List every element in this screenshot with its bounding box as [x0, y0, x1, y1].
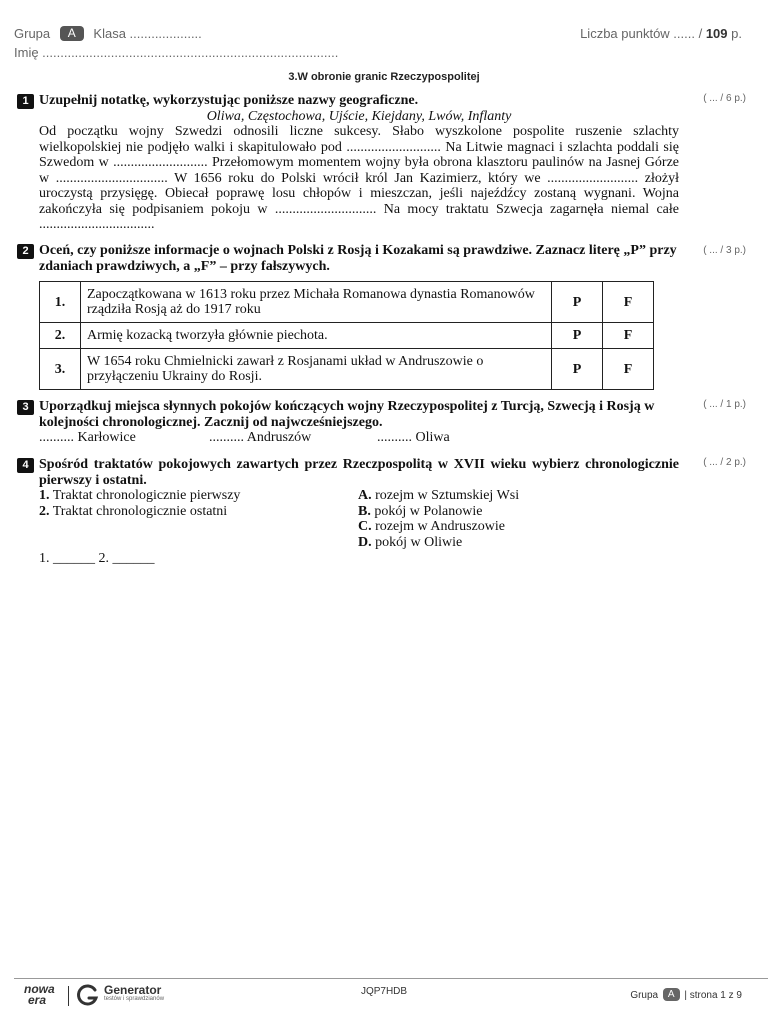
order-item[interactable]: .......... Oliwa [377, 430, 450, 445]
task-text: Od początku wojny Szwedzi odnosili liczne sukcesy. Słabo wyszkolone pospolite ruszenie szlachty wielkopolskiej nie podjęło walki i skapitulowało pod ........................... Na Litwie magnaci i szlachta poddali się Szwedom w ........................... Przełomowym momentem wojny była obrona klasztoru paulinów na Jasnej Górze w ................................ W 1656 roku do Polski wrócił król Jan Kazimierz, który we .......................... złożył uroczystą przysięgę. Obiecał poprawę losu chłopów i mieszczan, jeśli najeźdźcy zostaną wygnani. Wojna zakończyła się podpisaniem pokoju w ............................. Na mocy traktatu Szwecja zagarnęła niemal całe ................................. [39, 124, 679, 232]
answer-blanks[interactable]: 1. ______ 2. ______ [39, 551, 155, 566]
statement: Zapoczątkowana w 1613 roku przez Michała Romanowa dynastia Romanowów rządziła Rosją aż do 1917 roku [81, 282, 552, 323]
task-number: 4 [17, 458, 34, 473]
task-question: Uzupełnij notatkę, wykorzystując poniższe nazwy geograficzne. [39, 93, 419, 108]
false-option[interactable]: F [603, 349, 654, 390]
left-options [39, 488, 240, 519]
task-number: 2 [17, 244, 34, 259]
list-item[interactable]: C. rozejm w Andruszowie [358, 519, 505, 534]
list-item[interactable]: B. pokój w Polanowie [358, 503, 483, 519]
task-score: ( ... / 1 p.) [703, 399, 746, 410]
list-item: 2. Traktat chronologicznie ostatni [39, 503, 228, 519]
list-item[interactable]: D. pokój w Oliwie [358, 534, 463, 550]
row-number: 1. [40, 282, 81, 323]
false-option[interactable]: F [603, 323, 654, 349]
generator-logo-subtext: testów i sprawdzianów [104, 996, 165, 1002]
statement: Armię kozacką tworzyła głównie piechota. [81, 323, 552, 349]
task-score: ( ... / 2 p.) [703, 457, 746, 468]
worksheet-header [14, 24, 754, 62]
task-number: 3 [17, 400, 34, 415]
nowa-era-logo: nowa era [24, 982, 55, 1007]
order-item[interactable]: .......... Karłowice [39, 430, 136, 445]
task-score: ( ... / 3 p.) [703, 245, 746, 256]
order-item[interactable]: .......... Andruszów [209, 430, 312, 445]
row-number: 2. [40, 323, 81, 349]
footer-divider [14, 978, 768, 979]
false-option[interactable]: F [603, 282, 654, 323]
task-3 [17, 399, 679, 446]
task-1 [17, 93, 679, 233]
group-badge: A [60, 26, 84, 41]
row-number: 3. [40, 349, 81, 390]
task-number: 1 [17, 94, 34, 109]
table-row [40, 323, 654, 349]
group-badge: A [663, 988, 680, 1001]
true-false-table [39, 281, 654, 390]
name-field: Imię .................................................................................. [14, 45, 339, 60]
true-option[interactable]: P [552, 282, 603, 323]
true-option[interactable]: P [552, 323, 603, 349]
points-summary: Liczba punktów ...... / 109 p. [580, 26, 742, 41]
task-4 [17, 457, 679, 488]
task-question: Spośród traktatów pokojowych zawartych przez Rzeczpospolitą w XVII wieku wybierz chronologicznie pierwszy i ostatni. [39, 457, 679, 488]
geographic-names: Oliwa, Częstochowa, Ujście, Kiejdany, Lwów, Inflanty [206, 108, 512, 124]
group-label: Grupa [14, 26, 51, 41]
page-footer [0, 984, 768, 1012]
true-option[interactable]: P [552, 349, 603, 390]
list-item[interactable]: A. rozejm w Sztumskiej Wsi [358, 488, 520, 503]
task-question: Uporządkuj miejsca słynnych pokojów kończących wojny Rzeczypospolitej z Turcją, Szwecją i Rosją w kolejności chronologicznej. Zacznij od najwcześniejszego. [39, 399, 655, 430]
table-row [40, 282, 654, 323]
list-item: 1. Traktat chronologicznie pierwszy [39, 488, 241, 503]
task-question: Oceń, czy poniższe informacje o wojnach Polski z Rosją i Kozakami są prawdziwe. Zaznacz literę „P” przy zdaniach prawdziwych, a „F” – przy fałszywych. [39, 243, 677, 274]
class-field: Klasa .................... [93, 26, 202, 41]
page-indicator: Grupa A | strona 1 z 9 [630, 989, 742, 1001]
page-title: 3.W obronie granic Rzeczypospolitej [288, 71, 480, 83]
statement: W 1654 roku Chmielnicki zawarł z Rosjanami układ w Andruszowie o przyłączeniu Ukrainy do Rosji. [81, 349, 552, 390]
test-code: JQP7HDB [360, 986, 408, 997]
table-row [40, 349, 654, 390]
task-score: ( ... / 6 p.) [703, 93, 746, 104]
points-total: 109 [705, 26, 728, 41]
task-2 [17, 243, 679, 274]
right-options [358, 488, 519, 550]
order-items [39, 430, 679, 446]
generator-logo-text: Generator [104, 983, 162, 997]
